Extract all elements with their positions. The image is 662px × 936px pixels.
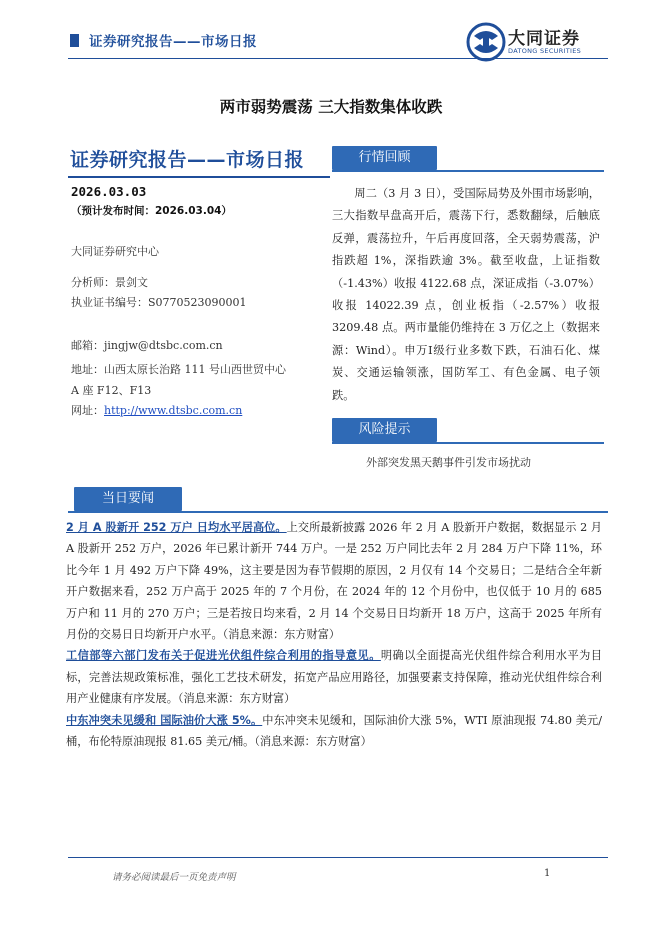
expected-publish-time: （预计发布时间：2026.03.04） xyxy=(71,205,232,217)
market-review-underline xyxy=(332,170,604,172)
risk-text: 外部突发黑天鹅事件引发市场扰动 xyxy=(366,456,531,469)
report-header xyxy=(70,30,257,50)
report-type-underline xyxy=(68,176,330,178)
analyst-name: 分析师：景剑文 xyxy=(71,276,148,289)
news-item xyxy=(66,710,602,753)
header-marker xyxy=(70,34,79,47)
news-list xyxy=(66,517,602,752)
footer-disclaimer: 请务必阅读最后一页免责声明 xyxy=(112,872,236,883)
header-divider xyxy=(68,58,608,59)
footer-divider xyxy=(68,857,608,858)
news-item xyxy=(66,645,602,709)
logo-chinese-name: 大同证券 xyxy=(508,29,580,49)
website-label: 网址： xyxy=(71,404,104,417)
logo-english-name: DATONG SECURITIES xyxy=(508,47,582,55)
research-center: 大同证券研究中心 xyxy=(71,245,159,258)
news-body: 明确以全面提高光伏组件综合利用水平为目标，完善法规政策标准，强化工艺技术研发，拓宽产品应用路径，加强要素支持保障，推动光伏组件综合利用产业健康有序发展。（消息来源：东方财富） xyxy=(66,649,602,706)
report-type-title: 证券研究报告——市场日报 xyxy=(70,149,305,171)
address-line-2: A 座 F12、F13 xyxy=(71,384,152,397)
risk-underline xyxy=(332,442,604,444)
main-title: 两市弱势震荡 三大指数集体收跌 xyxy=(219,98,443,116)
email: 邮箱：jingjw@dtsbc.com.cn xyxy=(71,339,223,352)
datong-logo-icon xyxy=(466,22,506,62)
market-review-tag: 行情回顾 xyxy=(332,146,437,170)
news-underline xyxy=(68,511,608,513)
header-title: 证券研究报告——市场日报 xyxy=(89,34,257,50)
news-item xyxy=(66,517,602,645)
news-headline: 中东冲突未见缓和 国际油价大涨 5%。 xyxy=(66,713,263,727)
cert-number: 执业证书编号：S0770523090001 xyxy=(71,296,247,309)
news-tag: 当日要闻 xyxy=(74,487,182,511)
address-line-1: 地址：山西太原长治路 111 号山西世贸中心 xyxy=(71,363,286,376)
website-link[interactable]: http://www.dtsbc.com.cn xyxy=(104,404,243,417)
market-review-text: 周二（3 月 3 日），受国际局势及外围市场影响，三大指数早盘高开后，震荡下行，悉数翻绿，后触底反弹，震荡拉升，午后再度回落，全天弱势震荡，沪指跌超 1%，深指跌逾 3%。截至收盘，上证指数（-1.43%）收报 4122.68 点，深证成指（-3.07%）收报 14022.39 点，创业板指（-2.57%）收报 3209.48 点。两市量能仍维持在 3 万亿之上（数据来源：Wind）。申万Ⅰ级行业多数下跌，石油石化、煤炭、交通运输领涨，国防军工、有色金属、电子领跌。 xyxy=(332,187,600,402)
news-body: 上交所最新披露 2026 年 2 月 A 股新开户数据，数据显示 2 月 A 股新开 252 万户，2026 年已累计新开 744 万户。一是 252 万户同比去年 2 月 284 万户下降 11%，环比今年 1 月 492 万户下降 49%，这主要是因为春节假期的原因，2 月仅有 14 个交易日；二是结合全年新开户数据来看，252 万户高于 2025 年的 7 个月份，在 2024 年的 12 个月份中，也仅低于 10 月的 685 万户和 11 月的 270 万户；三是若按日均来看，2 月 14 个交易日日均新开 18 万户，这高于 2025 年所有月份的交易日日均新开户水平。（消息来源：东方财富） xyxy=(66,521,602,642)
news-body: 中东冲突未见缓和，国际油价大涨 5%，WTI 原油现报 74.80 美元/桶，布伦特原油现报 81.65 美元/桶。（消息来源：东方财富） xyxy=(66,713,602,749)
news-headline: 工信部等六部门发布关于促进光伏组件综合利用的指导意见。 xyxy=(66,649,381,663)
page-number: 1 xyxy=(544,868,551,879)
website-row xyxy=(71,402,242,418)
risk-tag: 风险提示 xyxy=(332,418,437,442)
news-headline: 2 月 A 股新开 252 万户 日均水平居高位。 xyxy=(66,521,287,534)
report-date: 2026.03.03 xyxy=(71,184,147,199)
